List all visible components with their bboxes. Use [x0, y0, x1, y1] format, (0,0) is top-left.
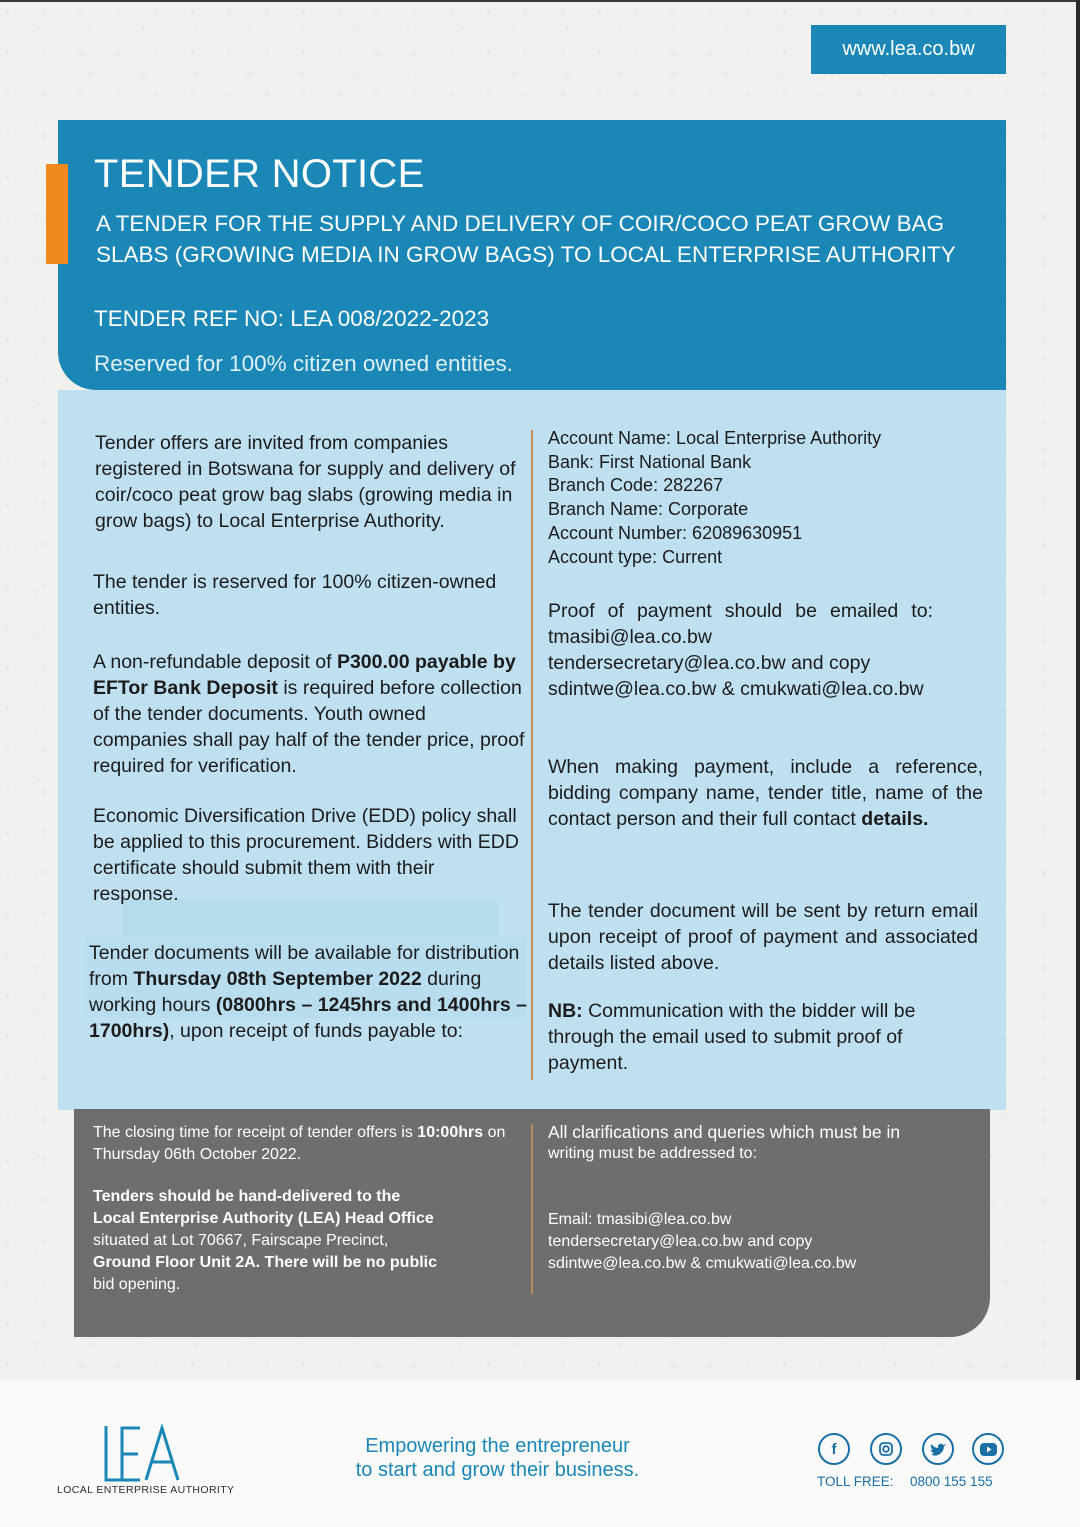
deposit-text-c: is required before collection of the tender documents. Youth owned companies shall pay half of the tender price, proof required for verification.: [93, 677, 525, 777]
hand-delivery-a: Tenders should be hand-delivered to the Local Enterprise Authority (LEA) Head Office: [93, 1188, 434, 1227]
header-banner: [58, 120, 1006, 390]
invitation-paragraph: Tender offers are invited from companies registered in Botswana for supply and delivery of coir/coco peat grow bag slabs (growing media in grow bags) to Local Enterprise Authority.: [95, 432, 516, 532]
tagline-line-2: to start and grow their business.: [355, 1459, 640, 1481]
account-number: Account Number: 62089630951: [548, 522, 803, 543]
hand-delivery-d: bid opening.: [93, 1276, 181, 1293]
closing-text-a: The closing time for receipt of tender offers is: [93, 1124, 418, 1141]
page-title: TENDER NOTICE: [94, 152, 425, 196]
working-hours: (0800hrs – 1245hrs and 1400hrs – 1700hrs): [89, 994, 527, 1042]
reservation-paragraph: The tender is reserved for 100% citizen-owned entities.: [93, 571, 497, 619]
top-edge: [0, 0, 1080, 2]
proof-email-3[interactable]: sdintwe@lea.co.bw & cmukwati@lea.co.bw: [548, 678, 924, 700]
clarification-email-2[interactable]: tendersecretary@lea.co.bw and copy: [548, 1233, 813, 1250]
proof-email-2[interactable]: tendersecretary@lea.co.bw and copy: [548, 652, 871, 674]
closing-hour: 10:00hrs: [417, 1124, 484, 1141]
toll-free-number[interactable]: 0800 155 155: [910, 1474, 993, 1489]
deposit-text-a: A non-refundable deposit of: [93, 651, 337, 673]
tender-ref: TENDER REF NO: LEA 008/2022-2023: [94, 306, 490, 331]
availability-date: Thursday 08th September 2022: [133, 968, 422, 990]
lea-logo-icon: [100, 1424, 184, 1484]
subtitle-line-2: SLABS (GROWING MEDIA IN GROW BAGS) TO LOCAL ENTERPRISE AUTHORITY: [96, 242, 956, 267]
payment-details: details.: [861, 808, 929, 830]
clarification-emails: [548, 1209, 978, 1275]
availability-text-c: during working hours: [89, 968, 482, 1016]
clarifications-heading: All clarifications and queries which must be in: [548, 1122, 901, 1142]
closing-time: [93, 1122, 521, 1166]
nb-label: NB:: [548, 1000, 583, 1022]
nb-paragraph: [548, 998, 968, 1076]
tagline: [335, 1434, 660, 1482]
branch-name: Branch Name: Corporate: [548, 499, 749, 520]
facebook-icon[interactable]: f: [818, 1433, 850, 1465]
tagline-line-1: Empowering the entrepreneur: [365, 1435, 630, 1457]
subtitle-line-1: A TENDER FOR THE SUPPLY AND DELIVERY OF COIR/COCO PEAT GROW BAG: [96, 211, 945, 236]
branch-code: Branch Code: 282267: [548, 475, 724, 496]
edd-paragraph: Economic Diversification Drive (EDD) policy shall be applied to this procurement. Bidders with EDD certificate should submit them with their response.: [93, 805, 519, 905]
reserved-note: Reserved for 100% citizen owned entities.: [94, 351, 513, 376]
account-name: Account Name: Local Enterprise Authority: [548, 428, 882, 448]
deposit-paragraph: [93, 649, 525, 779]
proof-of-payment: [548, 598, 988, 702]
right-edge: [1076, 0, 1080, 1380]
hand-delivery-b: situated at Lot 70667, Fairscape Precinct,: [93, 1232, 389, 1249]
bank-details: [548, 427, 988, 569]
website-url[interactable]: www.lea.co.bw: [842, 38, 975, 60]
twitter-icon[interactable]: [922, 1433, 954, 1465]
bottom-column-divider: [531, 1124, 533, 1294]
hand-delivery-c: Ground Floor Unit 2A. There will be no public: [93, 1254, 437, 1271]
nb-text: Communication with the bidder will be through the email used to submit proof of payment.: [548, 1000, 916, 1074]
closing-text-c: on Thursday 06th October 2022.: [93, 1124, 506, 1163]
logo-text: LOCAL ENTERPRISE AUTHORITY: [57, 1484, 235, 1496]
account-type: Account type: Current: [548, 546, 723, 567]
availability-text-e: , upon receipt of funds payable to:: [169, 1020, 464, 1042]
payment-reference-paragraph: [548, 754, 983, 832]
clarification-email-3[interactable]: sdintwe@lea.co.bw & cmukwati@lea.co.bw: [548, 1255, 857, 1272]
document-return-paragraph: The tender document will be sent by return email upon receipt of proof of payment and associated details listed above.: [548, 900, 978, 974]
toll-free-label: TOLL FREE:: [817, 1474, 894, 1489]
hand-delivery: [93, 1186, 438, 1296]
tender-subtitle: [96, 208, 956, 270]
clarification-email-1[interactable]: Email: tmasibi@lea.co.bw: [548, 1211, 732, 1228]
website-tab[interactable]: [811, 25, 1006, 74]
proof-email-1[interactable]: tmasibi@lea.co.bw: [548, 626, 712, 648]
proof-intro: Proof of payment should be emailed to:: [548, 600, 933, 622]
availability-paragraph: [89, 940, 539, 1044]
availability-text-a: Tender documents will be available for distribution from: [89, 942, 520, 990]
bank-name: Bank: First National Bank: [548, 451, 752, 472]
payment-text: When making payment, include a reference, bidding company name, tender title, name of the contact person and their full contact: [548, 756, 983, 830]
youtube-icon[interactable]: [972, 1433, 1004, 1465]
deposit-amount: P300.00 payable by EFTor Bank Deposit: [93, 651, 516, 699]
instagram-icon[interactable]: [870, 1433, 902, 1465]
accent-bar: [46, 164, 68, 264]
clarifications-subheading: writing must be addressed to:: [548, 1145, 757, 1162]
